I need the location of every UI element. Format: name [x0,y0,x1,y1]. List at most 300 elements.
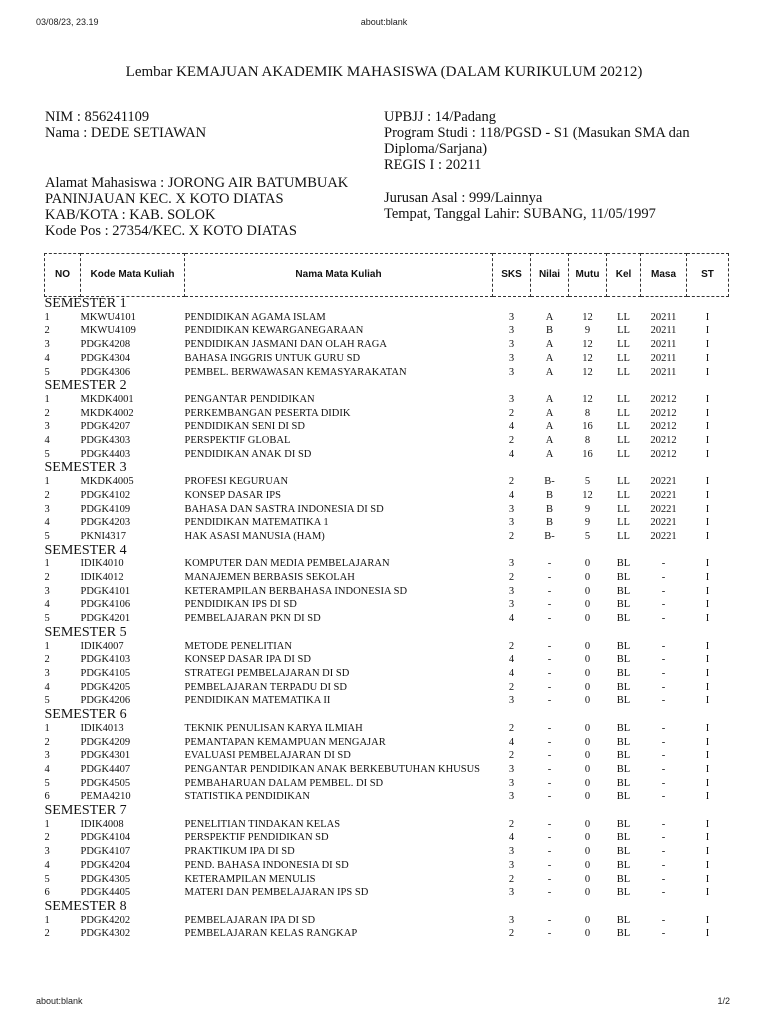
sks: 3 [508,393,515,405]
sks: 2 [508,640,515,652]
course-name: KETERAMPILAN BERBAHASA INDONESIA SD [184,585,408,597]
nilai: B [545,325,553,337]
sks: 2 [508,873,515,885]
table-row [45,845,729,859]
mutu: 16 [582,448,593,460]
row-no: 2 [44,325,50,337]
masa: 20221 [650,503,677,515]
masa: - [661,667,666,679]
course-code: PDGK4205 [80,681,131,693]
table-row [45,763,729,777]
course-name: PROFESI KEGURUAN [184,476,289,488]
table-row [45,407,729,421]
row-no: 3 [44,667,50,679]
nilai: B [545,489,553,501]
row-no: 1 [44,818,50,830]
sks: 4 [508,667,515,679]
mutu: 0 [584,695,591,707]
nilai: A [545,421,554,433]
grades-body [45,297,729,942]
course-code: PDGK4208 [80,339,131,351]
course-code: PDGK4505 [80,777,131,789]
sks: 2 [508,750,515,762]
mutu: 9 [584,325,591,337]
st: I [705,517,710,529]
masa: - [661,887,666,899]
mutu: 0 [584,640,591,652]
sks: 3 [508,339,515,351]
mutu: 0 [584,667,591,679]
kodepos-line: Kode Pos : 27354/KEC. X KOTO DIATAS [45,223,297,239]
print-header [0,17,768,31]
row-no: 4 [44,763,50,775]
mutu: 12 [582,339,593,351]
student-info-left [45,109,375,239]
masa: - [661,750,666,762]
sks: 4 [508,421,515,433]
nilai: - [547,640,552,652]
semester-label: SEMESTER 4 [44,542,127,558]
course-code: PDGK4209 [80,736,131,748]
mutu: 0 [584,613,591,625]
sks: 3 [508,777,515,789]
table-row [45,311,729,325]
nilai: - [547,613,552,625]
row-no: 2 [44,489,50,501]
mutu: 12 [582,352,593,364]
course-name: BAHASA DAN SASTRA INDONESIA DI SD [184,503,384,515]
row-no: 2 [44,736,50,748]
course-name: PEND. BAHASA INDONESIA DI SD [184,859,349,871]
course-code: MKWU4101 [80,311,136,323]
nilai: A [545,448,554,460]
sks: 4 [508,489,515,501]
row-no: 3 [44,585,50,597]
st: I [705,763,710,775]
row-no: 5 [44,695,50,707]
table-row [45,694,729,708]
mutu: 9 [584,517,591,529]
course-name: MANAJEMEN BERBASIS SEKOLAH [184,572,355,584]
table-row [45,571,729,585]
semester-row [45,900,729,914]
nilai: - [547,750,552,762]
masa: - [661,832,666,844]
nilai: A [545,339,554,351]
semester-label: SEMESTER 7 [44,803,127,819]
mutu: 0 [584,558,591,570]
course-code: PDGK4305 [80,873,131,885]
kel: LL [617,517,630,529]
header-masa: Masa [641,254,687,297]
row-no: 5 [44,366,50,378]
st: I [705,750,710,762]
masa: - [661,928,666,940]
mutu: 0 [584,572,591,584]
table-row [45,886,729,900]
nilai: - [547,846,552,858]
kel: BL [616,846,631,858]
course-name: HAK ASASI MANUSIA (HAM) [184,530,325,542]
mutu: 0 [584,777,591,789]
course-code: PDGK4403 [80,448,131,460]
kel: BL [616,873,631,885]
sks: 2 [508,435,515,447]
nilai: A [545,393,554,405]
kel: LL [617,503,630,515]
kel: LL [617,530,630,542]
ttl-line: Tempat, Tanggal Lahir: SUBANG, 11/05/1997 [384,206,656,222]
masa: 20221 [650,476,677,488]
row-no: 5 [44,613,50,625]
sks: 4 [508,832,515,844]
sks: 2 [508,530,515,542]
kel: BL [616,558,631,570]
mutu: 0 [584,585,591,597]
kel: LL [617,448,630,460]
kel: LL [617,393,630,405]
mutu: 12 [582,366,593,378]
table-row [45,873,729,887]
row-no: 3 [44,750,50,762]
kel: LL [617,435,630,447]
header-st: ST [687,254,729,297]
semester-row [45,804,729,818]
course-name: PEMBAHARUAN DALAM PEMBEL. DI SD [184,777,384,789]
kel: BL [616,736,631,748]
masa: 20212 [650,407,677,419]
nilai: A [545,366,554,378]
nilai: - [547,777,552,789]
mutu: 5 [584,476,591,488]
sks: 3 [508,311,515,323]
semester-row [45,626,729,640]
masa: - [661,846,666,858]
header-mutu: Mutu [569,254,607,297]
st: I [705,311,710,323]
prodi-line-2: Diploma/Sarjana) [384,141,488,157]
course-name: PENDIDIKAN ANAK DI SD [184,448,312,460]
st: I [705,503,710,515]
nilai: - [547,832,552,844]
row-no: 4 [44,859,50,871]
st: I [705,736,710,748]
course-name: PENDIDIKAN SENI DI SD [184,421,305,433]
row-no: 2 [44,832,50,844]
st: I [705,393,710,405]
kel: BL [616,681,631,693]
course-name: PENDIDIKAN JASMANI DAN OLAH RAGA [184,339,387,351]
st: I [705,846,710,858]
st: I [705,489,710,501]
st: I [705,640,710,652]
kel: LL [617,421,630,433]
kel: BL [616,777,631,789]
nilai: B- [544,530,555,542]
masa: - [661,640,666,652]
masa: - [661,763,666,775]
table-row [45,914,729,928]
mutu: 0 [584,914,591,926]
mutu: 12 [582,393,593,405]
course-code: PDGK4301 [80,750,131,762]
kel: BL [616,763,631,775]
nilai: B- [544,476,555,488]
masa: - [661,722,666,734]
row-no: 2 [44,572,50,584]
sks: 3 [508,599,515,611]
kel: LL [617,325,630,337]
table-row [45,585,729,599]
course-name: PRAKTIKUM IPA DI SD [184,846,295,858]
semester-label: SEMESTER 5 [44,624,127,640]
kabkota-line: KAB/KOTA : KAB. SOLOK [45,207,216,223]
mutu: 0 [584,654,591,666]
course-code: PDGK4107 [80,846,131,858]
kel: BL [616,887,631,899]
nilai: - [547,763,552,775]
sks: 3 [508,887,515,899]
st: I [705,791,710,803]
row-no: 4 [44,352,50,364]
masa: - [661,873,666,885]
prodi-line-1: Program Studi : 118/PGSD - S1 (Masukan SMA dan [384,125,690,141]
course-name: PEMBELAJARAN TERPADU DI SD [184,681,347,693]
header-nilai: Nilai [531,254,569,297]
course-code: PDGK4109 [80,503,131,515]
nilai: - [547,914,552,926]
st: I [705,599,710,611]
mutu: 8 [584,407,591,419]
table-row [45,434,729,448]
st: I [705,695,710,707]
table-row [45,516,729,530]
kel: BL [616,613,631,625]
mutu: 0 [584,846,591,858]
kel: LL [617,339,630,351]
row-no: 3 [44,339,50,351]
course-code: PDGK4207 [80,421,131,433]
sks: 3 [508,503,515,515]
kel: BL [616,585,631,597]
sks: 3 [508,585,515,597]
row-no: 3 [44,421,50,433]
course-code: PDGK4302 [80,928,131,940]
table-row [45,612,729,626]
course-code: PDGK4405 [80,887,131,899]
mutu: 8 [584,435,591,447]
kel: BL [616,859,631,871]
sks: 4 [508,448,515,460]
st: I [705,777,710,789]
masa: - [661,914,666,926]
mutu: 12 [582,311,593,323]
upbjj-line: UPBJJ : 14/Padang [384,109,496,125]
mutu: 0 [584,681,591,693]
masa: 20211 [650,366,677,378]
document-title: Lembar KEMAJUAN AKADEMIK MAHASISWA (DALAM KURIKULUM 20212) [125,64,643,80]
table-row [45,681,729,695]
kel: BL [616,640,631,652]
semester-label: SEMESTER 6 [44,707,127,723]
jurusan-line: Jurusan Asal : 999/Lainnya [384,190,543,206]
kel: BL [616,914,631,926]
table-row [45,366,729,380]
semester-row [45,708,729,722]
st: I [705,435,710,447]
kel: BL [616,572,631,584]
print-footer [0,996,768,1010]
course-name: PEMANTAPAN KEMAMPUAN MENGAJAR [184,736,386,748]
row-no: 1 [44,393,50,405]
table-header-row [45,254,729,297]
st: I [705,914,710,926]
course-name: PEMBEL. BERWAWASAN KEMASYARAKATAN [184,366,407,378]
row-no: 4 [44,435,50,447]
table-row [45,393,729,407]
kel: BL [616,750,631,762]
course-name: PENDIDIKAN MATEMATIKA 1 [184,517,329,529]
course-code: PDGK4407 [80,763,131,775]
table-row [45,667,729,681]
table-row [45,818,729,832]
semester-row [45,297,729,311]
row-no: 5 [44,448,50,460]
course-code: PDGK4201 [80,613,131,625]
course-code: MKDK4005 [80,476,134,488]
nilai: A [545,435,554,447]
nilai: A [545,311,554,323]
st: I [705,407,710,419]
mutu: 5 [584,530,591,542]
row-no: 2 [44,928,50,940]
sks: 3 [508,325,515,337]
mutu: 0 [584,873,591,885]
row-no: 4 [44,517,50,529]
st: I [705,421,710,433]
course-name: PENDIDIKAN MATEMATIKA II [184,695,331,707]
st: I [705,530,710,542]
row-no: 1 [44,914,50,926]
course-code: PDGK4202 [80,914,131,926]
kel: BL [616,695,631,707]
masa: - [661,681,666,693]
sks: 2 [508,476,515,488]
masa: 20212 [650,393,677,405]
header-kel: Kel [607,254,641,297]
nilai: B [545,517,553,529]
course-code: MKDK4001 [80,393,134,405]
nilai: A [545,352,554,364]
mutu: 12 [582,489,593,501]
kel: BL [616,654,631,666]
semester-label: SEMESTER 2 [44,378,127,394]
mutu: 0 [584,763,591,775]
table-row [45,338,729,352]
course-code: PDGK4204 [80,859,131,871]
course-name: PERSPEKTIF GLOBAL [184,435,291,447]
masa: 20212 [650,435,677,447]
masa: - [661,558,666,570]
kel: LL [617,366,630,378]
masa: - [661,654,666,666]
row-no: 5 [44,530,50,542]
st: I [705,339,710,351]
sks: 2 [508,928,515,940]
course-name: PENDIDIKAN AGAMA ISLAM [184,311,326,323]
course-code: PDGK4304 [80,352,131,364]
course-name: MATERI DAN PEMBELAJARAN IPS SD [184,887,369,899]
masa: - [661,613,666,625]
nilai: - [547,572,552,584]
alamat-line-1: Alamat Mahasiswa : JORONG AIR BATUMBUAK [45,175,349,191]
table-row [45,448,729,462]
nilai: - [547,818,552,830]
sks: 2 [508,722,515,734]
table-row [45,420,729,434]
nim-line: NIM : 856241109 [45,109,150,125]
course-code: IDIK4008 [80,818,124,830]
sks: 3 [508,352,515,364]
grades-table [44,253,729,941]
table-row [45,598,729,612]
nilai: B [545,503,553,515]
row-no: 2 [44,407,50,419]
masa: - [661,599,666,611]
table-row [45,749,729,763]
masa: - [661,859,666,871]
st: I [705,873,710,885]
student-info-right [384,109,734,222]
course-name: TEKNIK PENULISAN KARYA ILMIAH [184,722,363,734]
mutu: 0 [584,928,591,940]
sks: 3 [508,859,515,871]
sks: 3 [508,791,515,803]
alamat-line-2: PANINJAUAN KEC. X KOTO DIATAS [45,191,284,207]
nilai: - [547,695,552,707]
mutu: 0 [584,832,591,844]
table-row [45,927,729,941]
sks: 4 [508,736,515,748]
table-row [45,557,729,571]
nilai: - [547,887,552,899]
course-name: PERKEMBANGAN PESERTA DIDIK [184,407,351,419]
kel: LL [617,311,630,323]
row-no: 6 [44,887,50,899]
row-no: 4 [44,599,50,611]
course-code: PDGK4206 [80,695,131,707]
course-code: IDIK4007 [80,640,124,652]
kel: BL [616,832,631,844]
kel: LL [617,476,630,488]
st: I [705,681,710,693]
course-name: PEMBELAJARAN IPA DI SD [184,914,316,926]
row-no: 1 [44,722,50,734]
row-no: 1 [44,476,50,488]
masa: - [661,736,666,748]
kel: BL [616,791,631,803]
table-row [45,503,729,517]
table-row [45,324,729,338]
semester-row [45,461,729,475]
mutu: 16 [582,421,593,433]
sks: 3 [508,763,515,775]
masa: 20211 [650,311,677,323]
semester-label: SEMESTER 3 [44,460,127,476]
row-no: 4 [44,681,50,693]
table-row [45,736,729,750]
course-code: PEMA4210 [80,791,131,803]
